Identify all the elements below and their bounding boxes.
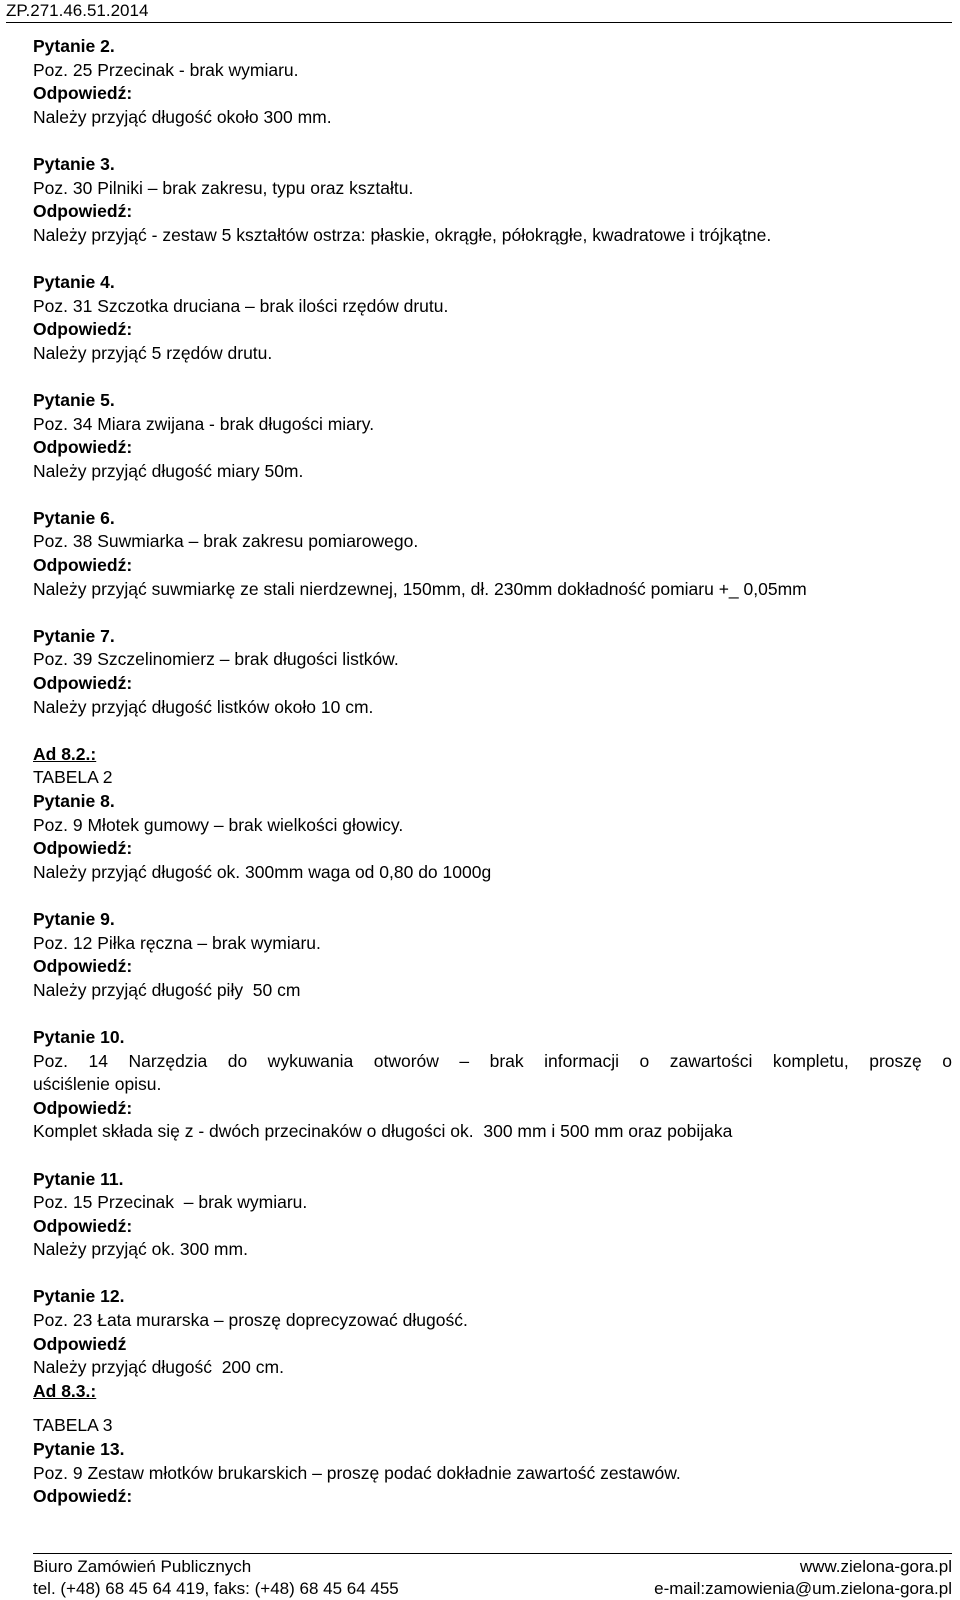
answer-label: Odpowiedź: (33, 673, 133, 694)
spacer (33, 129, 952, 153)
footer-office-name: Biuro Zamówień Publicznych (33, 1557, 252, 1576)
answer-label: Odpowiedź: (33, 437, 133, 458)
question-title: Pytanie 11. (33, 1168, 124, 1189)
answer-text: Należy przyjąć długość ok. 300mm waga od 0,80 do 1000g (33, 861, 492, 882)
section-ad-8-3 (33, 1380, 952, 1438)
spacer (33, 1403, 952, 1414)
section-ad-8-2 (33, 743, 952, 790)
spacer (33, 1002, 952, 1026)
question-title: Pytanie 7. (33, 625, 115, 646)
question-block-6 (33, 507, 952, 601)
answer-label: Odpowiedź: (33, 838, 133, 859)
page-footer (33, 1556, 952, 1600)
question-position: Poz. 23 Łata murarska – proszę doprecyzować długość. (33, 1310, 468, 1331)
answer-label: Odpowiedź: (33, 1486, 133, 1507)
answer-text: Należy przyjąć - zestaw 5 kształtów ostrza: płaskie, okrągłe, półokrągłe, kwadratowe i trójkątne. (33, 224, 772, 245)
footer-website-link[interactable]: www.zielona-gora.pl (799, 1557, 952, 1576)
question-block-8 (33, 790, 952, 884)
table-label: TABELA 3 (33, 1415, 113, 1436)
question-position: Poz. 34 Miara zwijana - brak długości miary. (33, 413, 375, 434)
question-block-13 (33, 1438, 952, 1509)
question-position: Poz. 39 Szczelinomierz – brak długości listków. (33, 649, 399, 670)
table-label: TABELA 2 (33, 767, 113, 788)
question-position-line-2: uściślenie opisu. (33, 1074, 162, 1095)
document-body (33, 35, 952, 1509)
answer-text: Należy przyjąć długość 200 cm. (33, 1357, 284, 1378)
answer-text: Należy przyjąć suwmiarkę ze stali nierdzewnej, 150mm, dł. 230mm dokładność pomiaru +_ 0,05mm (33, 578, 807, 599)
question-position: Poz. 38 Suwmiarka – brak zakresu pomiarowego. (33, 531, 419, 552)
question-title: Pytanie 4. (33, 271, 115, 292)
section-heading: Ad 8.3.: (33, 1380, 97, 1401)
question-position: Poz. 12 Piłka ręczna – brak wymiaru. (33, 932, 321, 953)
question-title: Pytanie 12. (33, 1286, 125, 1307)
footer-row-2 (33, 1578, 952, 1600)
question-title: Pytanie 2. (33, 36, 115, 56)
spacer (33, 483, 952, 507)
footer-email-link[interactable]: e-mail:zamowienia@um.zielona-gora.pl (654, 1579, 952, 1598)
answer-label: Odpowiedź: (33, 1097, 133, 1118)
question-title: Pytanie 10. (33, 1026, 125, 1047)
answer-label: Odpowiedź: (33, 83, 133, 104)
question-position: Poz. 9 Młotek gumowy – brak wielkości głowicy. (33, 814, 404, 835)
answer-text: Należy przyjąć długość piły 50 cm (33, 979, 301, 1000)
question-position: Poz. 30 Pilniki – brak zakresu, typu oraz kształtu. (33, 177, 414, 198)
answer-label: Odpowiedź: (33, 555, 133, 576)
question-block-11 (33, 1168, 952, 1262)
spacer (33, 601, 952, 625)
question-block-3 (33, 153, 952, 247)
answer-text: Należy przyjąć ok. 300 mm. (33, 1239, 248, 1260)
question-position-line-1: Poz. 14 Narzędzia do wykuwania otworów – brak informacji o zawartości kompletu, proszę o (33, 1050, 952, 1071)
question-position: Poz. 9 Zestaw młotków brukarskich – proszę podać dokładnie zawartość zestawów. (33, 1462, 681, 1483)
header-divider (6, 22, 952, 23)
answer-text: Należy przyjąć długość około 300 mm. (33, 106, 332, 127)
question-block-2 (33, 35, 952, 129)
spacer (33, 1262, 952, 1286)
answer-label: Odpowiedź: (33, 201, 133, 222)
question-position: Poz. 31 Szczotka druciana – brak ilości rzędów drutu. (33, 295, 449, 316)
question-block-10 (33, 1026, 952, 1144)
question-block-7 (33, 625, 952, 719)
question-position: Poz. 15 Przecinak – brak wymiaru. (33, 1192, 308, 1213)
question-block-5 (33, 389, 952, 483)
answer-label: Odpowiedź (33, 1333, 127, 1354)
answer-label: Odpowiedź: (33, 319, 133, 340)
footer-divider (33, 1553, 952, 1554)
question-position: Poz. 25 Przecinak - brak wymiaru. (33, 59, 299, 80)
spacer (33, 719, 952, 743)
answer-text: Należy przyjąć 5 rzędów drutu. (33, 342, 273, 363)
spacer (33, 365, 952, 389)
question-title: Pytanie 13. (33, 1439, 125, 1460)
question-title: Pytanie 9. (33, 908, 115, 929)
answer-text: Należy przyjąć długość listków około 10 cm. (33, 696, 374, 717)
document-reference-number: ZP.271.46.51.2014 (6, 1, 149, 20)
question-title: Pytanie 3. (33, 153, 115, 174)
footer-row-1 (33, 1556, 952, 1578)
spacer (33, 247, 952, 271)
question-title: Pytanie 6. (33, 507, 115, 528)
spacer (33, 884, 952, 908)
spacer (33, 1144, 952, 1168)
section-heading: Ad 8.2.: (33, 743, 97, 764)
answer-label: Odpowiedź: (33, 956, 133, 977)
answer-label: Odpowiedź: (33, 1215, 133, 1236)
question-title: Pytanie 5. (33, 389, 115, 410)
footer-phone: tel. (+48) 68 45 64 419, faks: (+48) 68 45 64 455 (33, 1579, 399, 1598)
question-block-4 (33, 271, 952, 365)
answer-text: Należy przyjąć długość miary 50m. (33, 460, 304, 481)
question-block-9 (33, 908, 952, 1002)
question-block-12 (33, 1285, 952, 1379)
question-title: Pytanie 8. (33, 791, 115, 811)
answer-text: Komplet składa się z - dwóch przecinaków o długości ok. 300 mm i 500 mm oraz pobijaka (33, 1121, 733, 1142)
